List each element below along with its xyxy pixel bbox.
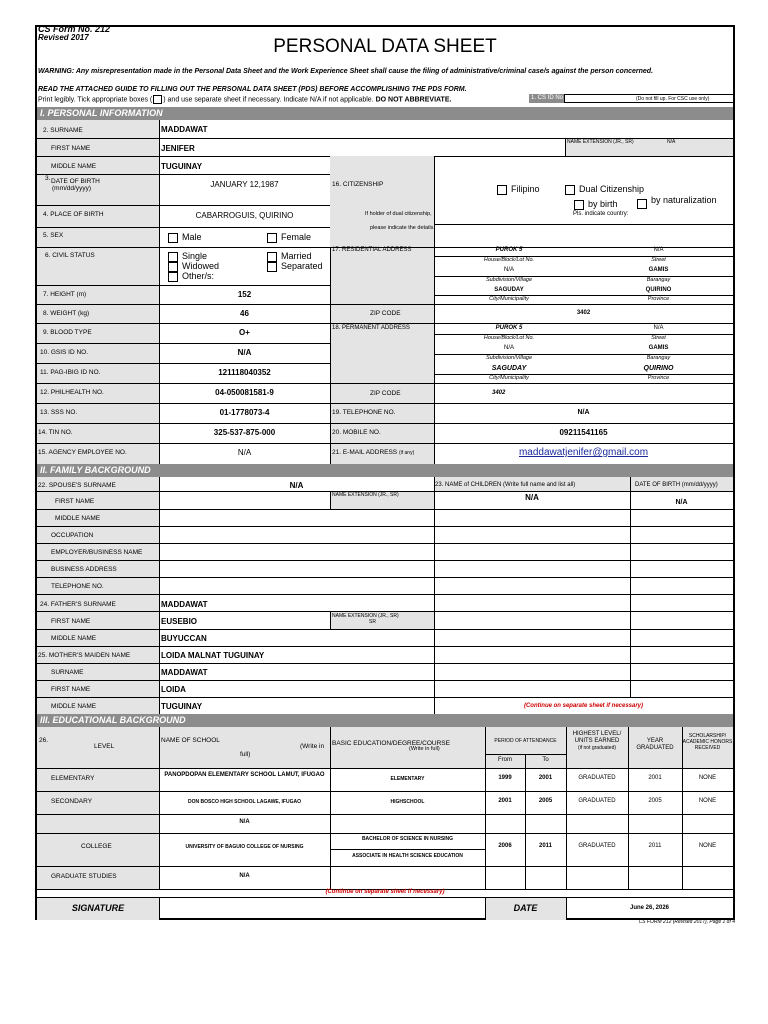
family-continue-note: (Continue on separate sheet if necessary)	[523, 703, 644, 709]
children-label: 23. NAME of CHILDREN (Write full name and list all)	[435, 482, 576, 488]
instructions-text: Print legibly. Tick appropriate boxes ( ) and use separate sheet if necessary. Indicate N/A if not applicable. DO NOT ABBREVIATE.	[38, 96, 452, 104]
name-ext-label: NAME EXTENSION (JR., SR)	[567, 139, 634, 145]
spouse-occupation-label: OCCUPATION	[51, 532, 94, 539]
signature-label: SIGNATURE	[71, 903, 125, 913]
degree-header: BASIC EDUCATION/DEGREE/COURSE	[332, 740, 450, 747]
degree-college-2[interactable]: ASSOCIATE IN HEALTH SCIENCE EDUCATION	[352, 853, 463, 859]
citizenship-label: 16. CITIZENSHIP	[332, 181, 384, 188]
dob-value[interactable]: JANUARY 12,1987	[210, 180, 279, 189]
spouse-middle-name-label: MIDDLE NAME	[55, 515, 101, 522]
school-elementary[interactable]: PANOPDOPAN ELEMENTARY SCHOOL LAMUT, IFUGAO	[164, 772, 325, 778]
highest-level-header: HIGHEST LEVEL/ UNITS EARNED (if not graduated)	[572, 731, 622, 751]
res-province-caption: Province	[647, 296, 670, 302]
mother-maiden-value[interactable]: LOIDA MALNAT TUGUINAY	[161, 651, 265, 660]
degree-elementary[interactable]: ELEMENTARY	[390, 776, 425, 782]
sss-label: 13. SSS NO.	[40, 409, 78, 416]
spouse-business-address-label: BUSINESS ADDRESS	[51, 566, 117, 573]
email-label: 21. E-MAIL ADDRESS (if any)	[332, 449, 415, 456]
res-zip-label: ZIP CODE	[370, 310, 401, 317]
from-elementary[interactable]: 1999	[498, 775, 512, 781]
period-header: PERIOD OF ATTENDANCE	[494, 738, 557, 744]
page-title: PERSONAL DATA SHEET	[273, 36, 497, 57]
perm-subdiv-value[interactable]: N/A	[503, 345, 514, 351]
perm-brgy-caption: Barangay	[646, 355, 671, 361]
civil-married-option[interactable]: Married	[267, 251, 312, 262]
spouse-surname-value[interactable]: N/A	[289, 481, 304, 490]
perm-city-caption: City/Municipality	[489, 375, 529, 381]
year-secondary[interactable]: 2005	[648, 798, 662, 804]
spouse-telephone-label: TELEPHONE NO.	[51, 583, 104, 590]
pagibig-value[interactable]: 121118040352	[218, 368, 271, 377]
perm-city-value[interactable]: SAGUDAY	[491, 365, 527, 372]
male-checkbox[interactable]	[168, 233, 178, 243]
mother-middle-name-value[interactable]: TUGUINAY	[161, 702, 203, 711]
school-graduate[interactable]: N/A	[239, 873, 250, 879]
middle-name-value[interactable]: TUGUINAY	[161, 162, 203, 171]
res-street-value[interactable]: N/A	[653, 247, 664, 253]
first-name-value[interactable]: JENIFER	[161, 144, 195, 153]
education-level-bg	[37, 768, 159, 889]
spouse-name-ext-label: NAME EXTENSION (JR., SR)	[332, 492, 399, 498]
agency-no-value[interactable]: N/A	[237, 448, 252, 457]
sex-female-option[interactable]: Female	[267, 232, 311, 243]
perm-subdiv-caption: Subdivision/Village	[485, 355, 533, 361]
civil-others-option[interactable]: Other/s:	[168, 271, 214, 282]
children-dob-value[interactable]: N/A	[675, 499, 688, 506]
female-checkbox[interactable]	[267, 233, 277, 243]
page-footer-note: CS FORM 212 (Revised 2017), Page 1 of 4	[638, 919, 735, 925]
father-name-ext-value[interactable]: SR	[369, 619, 376, 625]
height-value[interactable]: 152	[237, 290, 252, 299]
telephone-label: 19. TELEPHONE NO.	[332, 409, 396, 416]
pagibig-label: 11. PAG-IBIG ID NO.	[40, 369, 101, 376]
father-middle-name-label: MIDDLE NAME	[51, 635, 97, 642]
father-first-name-label: FIRST NAME	[51, 618, 91, 625]
by-naturalization-checkbox[interactable]	[637, 199, 647, 209]
mother-middle-name-label: MIDDLE NAME	[51, 703, 97, 710]
perm-street-caption: Street	[651, 335, 666, 341]
civil-widowed-option[interactable]: Widowed	[168, 261, 219, 272]
tin-value[interactable]: 325-537-875-000	[213, 428, 276, 437]
sex-male-option[interactable]: Male	[168, 232, 202, 243]
mother-first-name-label: FIRST NAME	[51, 686, 91, 693]
warning-text: WARNING: Any misrepresentation made in the Personal Data Sheet and the Work Experience Sheet shall cause the filing of administrative/criminal case/s against the person concerned.	[38, 68, 654, 75]
dob-num: 3.	[45, 175, 51, 182]
res-brgy-value[interactable]: GAMIS	[648, 267, 669, 273]
honors-college[interactable]: NONE	[698, 843, 717, 849]
mother-first-name-value[interactable]: LOIDA	[161, 685, 186, 694]
degree-college[interactable]: BACHELOR OF SCIENCE IN NURSING	[361, 836, 454, 842]
cs-id-note: (Do not fill up. For CSC use only)	[636, 96, 710, 102]
blood-type-label: 9. BLOOD TYPE	[43, 329, 92, 336]
honors-elementary[interactable]: NONE	[698, 775, 717, 781]
dob-format: (mm/dd/yyyy)	[52, 185, 91, 192]
agency-no-label: 15. AGENCY EMPLOYEE NO.	[38, 449, 127, 456]
perm-brgy-value[interactable]: GAMIS	[648, 345, 669, 351]
citizenship-naturalization-option[interactable]: by naturalization	[637, 195, 733, 217]
gsis-label: 10. GSIS ID NO.	[40, 349, 89, 356]
gsis-value[interactable]: N/A	[237, 348, 252, 357]
scholarship-header: SCHOLARSHIP/ ACADEMIC HONORS RECEIVED	[682, 733, 733, 751]
education-continue-note: (Continue on separate sheet if necessary)	[325, 889, 445, 895]
surname-label: 2. SURNAME	[43, 127, 83, 134]
school-header-write: (Write in	[300, 743, 325, 750]
by-birth-checkbox[interactable]	[574, 200, 584, 210]
form-revised: Revised 2017	[38, 33, 89, 42]
year-elementary[interactable]: 2001	[648, 775, 662, 781]
father-middle-name-value[interactable]: BUYUCCAN	[161, 634, 207, 643]
res-brgy-caption: Barangay	[646, 277, 671, 283]
perm-zip-label: ZIP CODE	[370, 390, 401, 397]
children-value[interactable]: N/A	[525, 493, 539, 502]
res-subdiv-value[interactable]: N/A	[503, 267, 514, 273]
civil-status-label: 6. CIVIL STATUS	[45, 252, 95, 259]
year-graduated-header: YEAR GRADUATED	[636, 738, 674, 751]
date-value[interactable]: June 26, 2026	[629, 905, 670, 911]
children-dob-label: DATE OF BIRTH (mm/dd/yyyy)	[635, 482, 718, 488]
mother-surname-value[interactable]: MADDAWAT	[161, 668, 208, 677]
mobile-label: 20. MOBILE NO.	[332, 429, 381, 436]
to-secondary[interactable]: 2005	[538, 798, 553, 804]
highest-elementary[interactable]: GRADUATED	[578, 775, 616, 781]
honors-secondary[interactable]: NONE	[698, 798, 717, 804]
highest-secondary[interactable]: GRADUATED	[578, 798, 616, 804]
father-surname-label: 24. FATHER'S SURNAME	[40, 601, 116, 608]
res-province-value[interactable]: QUIRINO	[645, 287, 672, 293]
res-subdiv-caption: Subdivision/Village	[485, 277, 533, 283]
citizenship-indicate-note: please indicate the details.	[370, 225, 435, 231]
citizenship-filipino-option[interactable]: Filipino	[497, 184, 540, 195]
telephone-value[interactable]: N/A	[577, 409, 590, 416]
separated-checkbox[interactable]	[267, 262, 277, 272]
section-personal-info-header: I. PERSONAL INFORMATION	[37, 107, 733, 120]
spouse-employer-label: EMPLOYER/BUSINESS NAME	[51, 549, 143, 556]
weight-value[interactable]: 46	[240, 309, 249, 318]
to-college[interactable]: 2011	[538, 843, 553, 849]
cs-id-label: 1. CS ID No	[531, 95, 564, 101]
dob-label: DATE OF BIRTH	[51, 178, 100, 185]
perm-house-value[interactable]: PUROK 5	[495, 325, 523, 331]
height-label: 7. HEIGHT (m)	[43, 291, 87, 298]
school-secondary[interactable]: DON BOSCO HIGH SCHOOL LAGAWE, IFUGAO	[188, 799, 301, 805]
middle-name-label: MIDDLE NAME	[51, 163, 97, 170]
citizenship-holder-note: If holder of dual citizenship,	[365, 211, 432, 217]
citizenship-country-note: Pls. indicate country:	[573, 211, 629, 217]
spouse-surname-label: 22. SPOUSE'S SURNAME	[38, 482, 116, 489]
level-secondary: SECONDARY	[51, 798, 93, 805]
period-to-header: To	[542, 757, 549, 763]
from-secondary[interactable]: 2001	[498, 798, 512, 804]
philhealth-label: 12. PHILHEALTH NO.	[40, 389, 104, 396]
perm-province-value[interactable]: QUIRINO	[643, 365, 674, 372]
father-surname-value[interactable]: MADDAWAT	[161, 600, 208, 609]
to-elementary[interactable]: 2001	[538, 775, 553, 781]
family-label-bg	[37, 477, 159, 714]
period-from-header: From	[498, 757, 512, 763]
father-name-ext-label: NAME EXTENSION (JR., SR)	[332, 613, 399, 619]
degree-secondary[interactable]: HIGHSCHOOL	[390, 799, 425, 805]
tin-label: 14. TIN NO.	[38, 429, 73, 436]
sss-value[interactable]: 01-1778073-4	[219, 408, 270, 417]
spouse-first-name-label: FIRST NAME	[55, 498, 95, 505]
mother-maiden-label: 25. MOTHER'S MAIDEN NAME	[38, 652, 131, 659]
permanent-address-label: 18. PERMANENT ADDRESS	[332, 325, 410, 331]
personal-data-sheet	[35, 25, 735, 920]
blood-type-value[interactable]: O+	[239, 328, 250, 337]
res-city-value[interactable]: SAGUDAY	[494, 287, 524, 293]
father-first-name-value[interactable]: EUSEBIO	[161, 617, 198, 626]
civil-status-options	[160, 248, 329, 284]
perm-zip-value[interactable]: 3402	[492, 390, 506, 396]
mother-surname-label: SURNAME	[51, 669, 84, 676]
residential-address-label: 17. RESIDENTIAL ADDRESS	[332, 247, 412, 253]
filipino-checkbox[interactable]	[497, 185, 507, 195]
date-label: DATE	[513, 903, 538, 913]
res-house-caption: House/Block/Lot No.	[483, 257, 535, 263]
school-header-full: full)	[240, 751, 251, 758]
res-street-caption: Street	[651, 257, 666, 263]
pob-value[interactable]: CABARROGUIS, QUIRINO	[195, 211, 294, 220]
guide-text: READ THE ATTACHED GUIDE TO FILLING OUT THE PERSONAL DATA SHEET (PDS) BEFORE ACCOMPLISHING THE PDS FORM.	[38, 86, 467, 93]
school-header: NAME OF SCHOOL	[161, 737, 220, 744]
pob-label: 4. PLACE OF BIRTH	[43, 211, 104, 218]
form-number: CS Form No. 212	[38, 24, 111, 34]
surname-value[interactable]: MADDAWAT	[161, 125, 208, 134]
dual-citizenship-checkbox[interactable]	[565, 185, 575, 195]
perm-street-value[interactable]: N/A	[653, 325, 664, 331]
name-ext-value[interactable]: N/A	[667, 139, 676, 145]
level-graduate-studies: GRADUATE STUDIES	[51, 873, 117, 880]
first-name-label: FIRST NAME	[51, 145, 91, 152]
level-header: LEVEL	[94, 743, 115, 750]
civil-single-option[interactable]: Single	[168, 251, 207, 262]
sex-label: 5. SEX	[43, 232, 64, 239]
res-zip-value[interactable]: 3402	[576, 310, 591, 316]
section-family-header: II. FAMILY BACKGROUND	[37, 464, 733, 477]
highest-college[interactable]: GRADUATED	[578, 843, 616, 849]
civil-separated-option[interactable]: Separated	[267, 261, 323, 272]
education-item-number: 26.	[39, 737, 49, 744]
citizenship-label-bg	[330, 156, 434, 247]
perm-house-caption: House/Block/Lot No.	[483, 335, 535, 341]
citizenship-by-birth-option[interactable]: by birth	[574, 199, 618, 210]
mobile-value[interactable]: 09211541165	[559, 428, 608, 437]
level-college: COLLEGE	[81, 843, 112, 850]
philhealth-value[interactable]: 04-050081581-9	[215, 388, 274, 397]
res-house-value[interactable]: PUROK 5	[495, 247, 523, 253]
email-link[interactable]: maddawatjenifer@gmail.com	[518, 447, 649, 458]
perm-province-caption: Province	[647, 375, 670, 381]
year-college[interactable]: 2011	[648, 843, 662, 849]
signature-field[interactable]	[160, 898, 485, 920]
section-education-header: III. EDUCATIONAL BACKGROUND	[37, 714, 733, 727]
weight-label: 8. WEIGHT (kg)	[43, 310, 90, 317]
school-college[interactable]: UNIVERSITY OF BAGUIO COLLEGE OF NURSING	[185, 844, 304, 850]
school-vocational[interactable]: N/A	[239, 819, 250, 825]
from-college[interactable]: 2006	[498, 843, 512, 849]
degree-header-write: (Write in full)	[409, 746, 440, 752]
res-city-caption: City/Municipality	[489, 296, 529, 302]
level-elementary: ELEMENTARY	[51, 775, 95, 782]
citizenship-dual-option[interactable]: Dual Citizenship	[565, 184, 644, 195]
others-checkbox[interactable]	[168, 272, 178, 282]
